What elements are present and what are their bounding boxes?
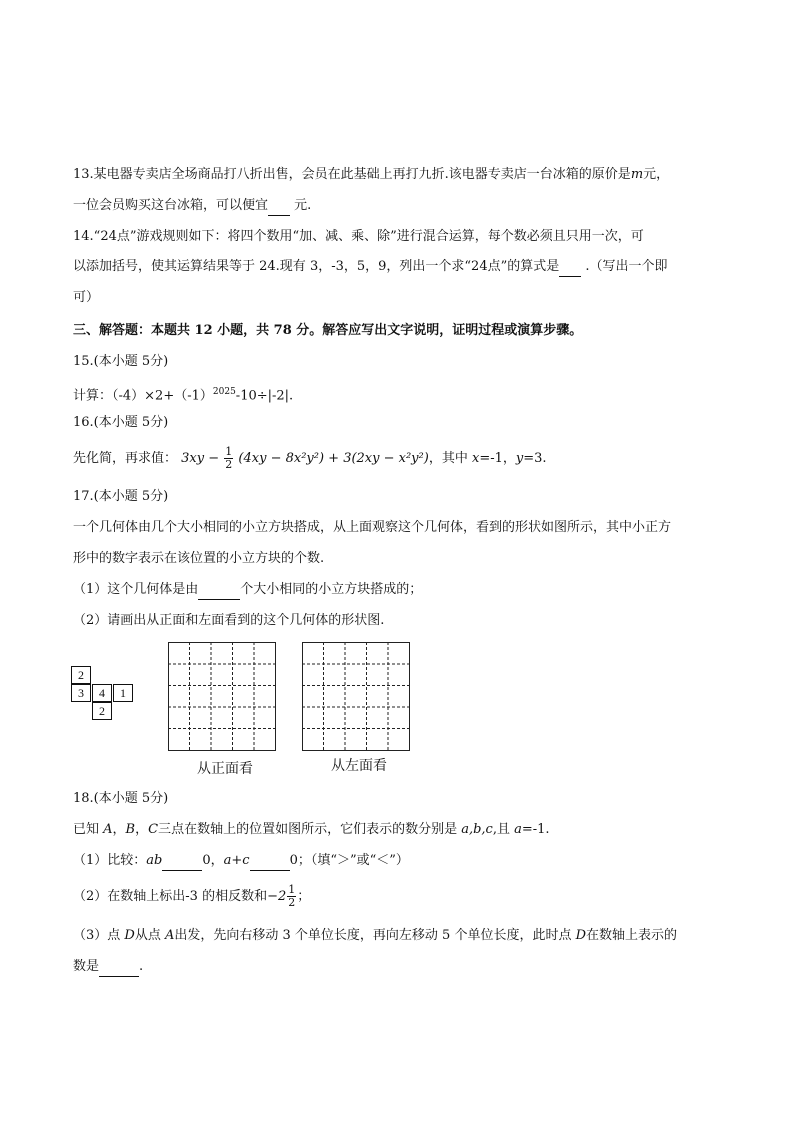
q13-line2: 一位会员购买这台冰箱，可以便宜 元. (73, 197, 311, 216)
answer-blank[interactable] (162, 852, 202, 871)
cube-count-cell: 4 (92, 684, 112, 702)
front-view-grid[interactable] (168, 642, 276, 752)
cube-count-cell: 1 (113, 684, 133, 702)
q17-part2: （2）请画出从正面和左面看到的这个几何体的形状图. (73, 613, 385, 628)
cube-count-cell: 3 (71, 684, 91, 702)
q14-line3: 可） (73, 290, 100, 305)
q14-line2: 以添加括号，使其运算结果等于 24.现有 3，-3，5，9，列出一个求“24点”的算式是 .（写出一个即 (73, 258, 668, 277)
q18-header: 18.(本小题 5分) (73, 791, 169, 806)
answer-blank[interactable] (559, 258, 581, 277)
q17-line2: 形中的数字表示在该位置的小立方块的个数. (73, 551, 325, 566)
q17-part1: （1）这个几何体是由 个大小相同的小立方块搭成的； (73, 581, 422, 600)
q18-part3: （3）点 D从点 A出发，先向右移动 3 个单位长度，再向左移动 5 个单位长度，此时点 D在数轴上表示的 (73, 928, 678, 943)
answer-blank[interactable] (250, 852, 290, 871)
q13-line1: 13.某电器专卖店全场商品打八折出售，会员在此基础上再打九折.该电器专卖店一台冰箱的原价是m元， (73, 167, 670, 182)
fraction: $\frac{1}{2}$ (288, 883, 296, 909)
cube-count-cell: 2 (71, 666, 91, 684)
q15-header: 15.(本小题 5分) (73, 354, 169, 369)
q18-part2: （2）在数轴上标出-3 的相反数和−2 $\frac{1}{2}$ ； (73, 883, 311, 909)
q17-line1: 一个几何体由几个大小相同的小立方块搭成，从上面观察这个几何体，看到的形状如图所示，其中小正方 (73, 520, 672, 535)
q17-header: 17.(本小题 5分) (73, 489, 169, 504)
answer-blank[interactable] (268, 197, 290, 216)
cube-count-cell: 2 (92, 702, 112, 720)
front-view-caption: 从正面看 (197, 761, 253, 777)
q15-expression: 计算：$(-4)\times 2+(-1)^{2025}-10\div|-2|$. (73, 387, 294, 404)
left-view-grid[interactable] (302, 642, 410, 752)
q18-part1: （1）比较：ab 0，a+c 0；（填“＞”或“＜”） (73, 852, 409, 871)
answer-blank[interactable] (198, 581, 240, 600)
top-view-figure (71, 666, 135, 726)
answer-blank[interactable] (99, 958, 139, 977)
q16-header: 16.(本小题 5分) (73, 415, 169, 430)
q18-intro: 已知 A，B，C三点在数轴上的位置如图所示，它们表示的数分别是 a,b,c,且 a=-1. (73, 822, 550, 837)
fraction: $\frac{1}{2}$ (225, 445, 233, 471)
q18-part3-line2: 数是 . (73, 958, 143, 977)
q16-expression: 先化简，再求值： 3xy − $\frac{1}{2}$ (4xy − 8x²y²) + 3(2xy − x²y²)，其中 x=-1，y=3. (73, 445, 547, 471)
left-view-caption: 从左面看 (331, 758, 387, 774)
q14-line1: 14.“24点”游戏规则如下：将四个数用“加、减、乘、除”进行混合运算，每个数必须且只用一次，可 (73, 229, 644, 244)
section-heading: 三、解答题：本题共 12 小题，共 78 分。解答应写出文字说明，证明过程或演算步骤。 (73, 323, 583, 338)
